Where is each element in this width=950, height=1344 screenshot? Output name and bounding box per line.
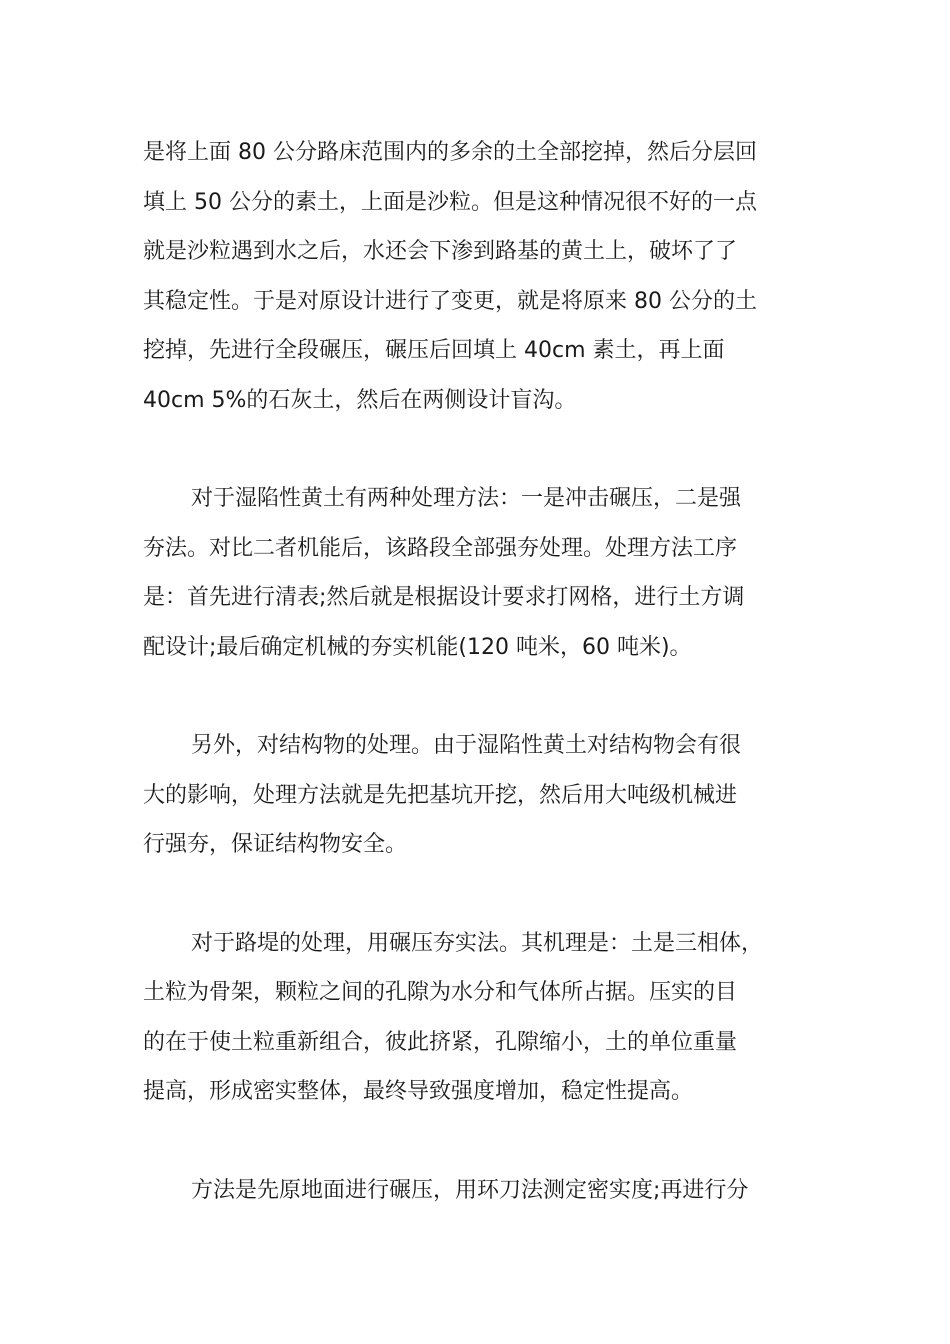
text-line: 夯法。对比二者机能后，该路段全部强夯处理。处理方法工序: [143, 535, 738, 561]
text-line: 挖掉，先进行全段碾压，碾压后回填上 40cm 素土，再上面: [143, 338, 725, 363]
text-line: 行强夯，保证结构物安全。: [143, 832, 408, 857]
document-body: [143, 128, 825, 1264]
paragraph-4: [143, 919, 825, 1117]
text-line: 其稳定性。于是对原设计进行了变更，就是将原来 80 公分的土: [143, 288, 757, 314]
text-line: 的在于使土粒重新组合，彼此挤紧，孔隙缩小，土的单位重量: [143, 1029, 738, 1055]
text-line: 就是沙粒遇到水之后，水还会下渗到路基的黄土上，破坏了了: [143, 239, 738, 264]
text-line: 方法是先原地面进行碾压，用环刀法测定密实度;再进行分: [191, 1177, 749, 1203]
text-line: 土粒为骨架，颗粒之间的孔隙为水分和气体所占据。压实的目: [143, 980, 738, 1005]
text-line: 大的影响，处理方法就是先把基坑开挖，然后用大吨级机械进: [143, 782, 738, 808]
paragraph-1: [143, 128, 825, 425]
text-line: 提高，形成密实整体，最终导致强度增加，稳定性提高。: [143, 1079, 694, 1104]
paragraph-3: [143, 721, 825, 870]
paragraph-2: [143, 474, 825, 672]
text-line: 对于湿陷性黄土有两种处理方法：一是冲击碾压，二是强: [191, 486, 742, 511]
text-line: 是将上面 80 公分路床范围内的多余的土全部挖掉，然后分层回: [143, 140, 757, 165]
text-line: 另外，对结构物的处理。由于湿陷性黄土对结构物会有很: [191, 733, 742, 758]
text-line: 配设计;最后确定机械的夯实机能(120 吨米，60 吨米)。: [143, 634, 692, 660]
text-line: 对于路堤的处理，用碾压夯实法。其机理是：土是三相体，: [191, 930, 764, 956]
paragraph-5: [143, 1166, 825, 1216]
text-line: 40cm 5%的石灰土，然后在两侧设计盲沟。: [143, 387, 577, 413]
text-line: 是：首先进行清表;然后就是根据设计要求打网格，进行土方调: [143, 585, 745, 610]
text-line: 填上 50 公分的素土，上面是沙粒。但是这种情况很不好的一点: [143, 189, 757, 215]
